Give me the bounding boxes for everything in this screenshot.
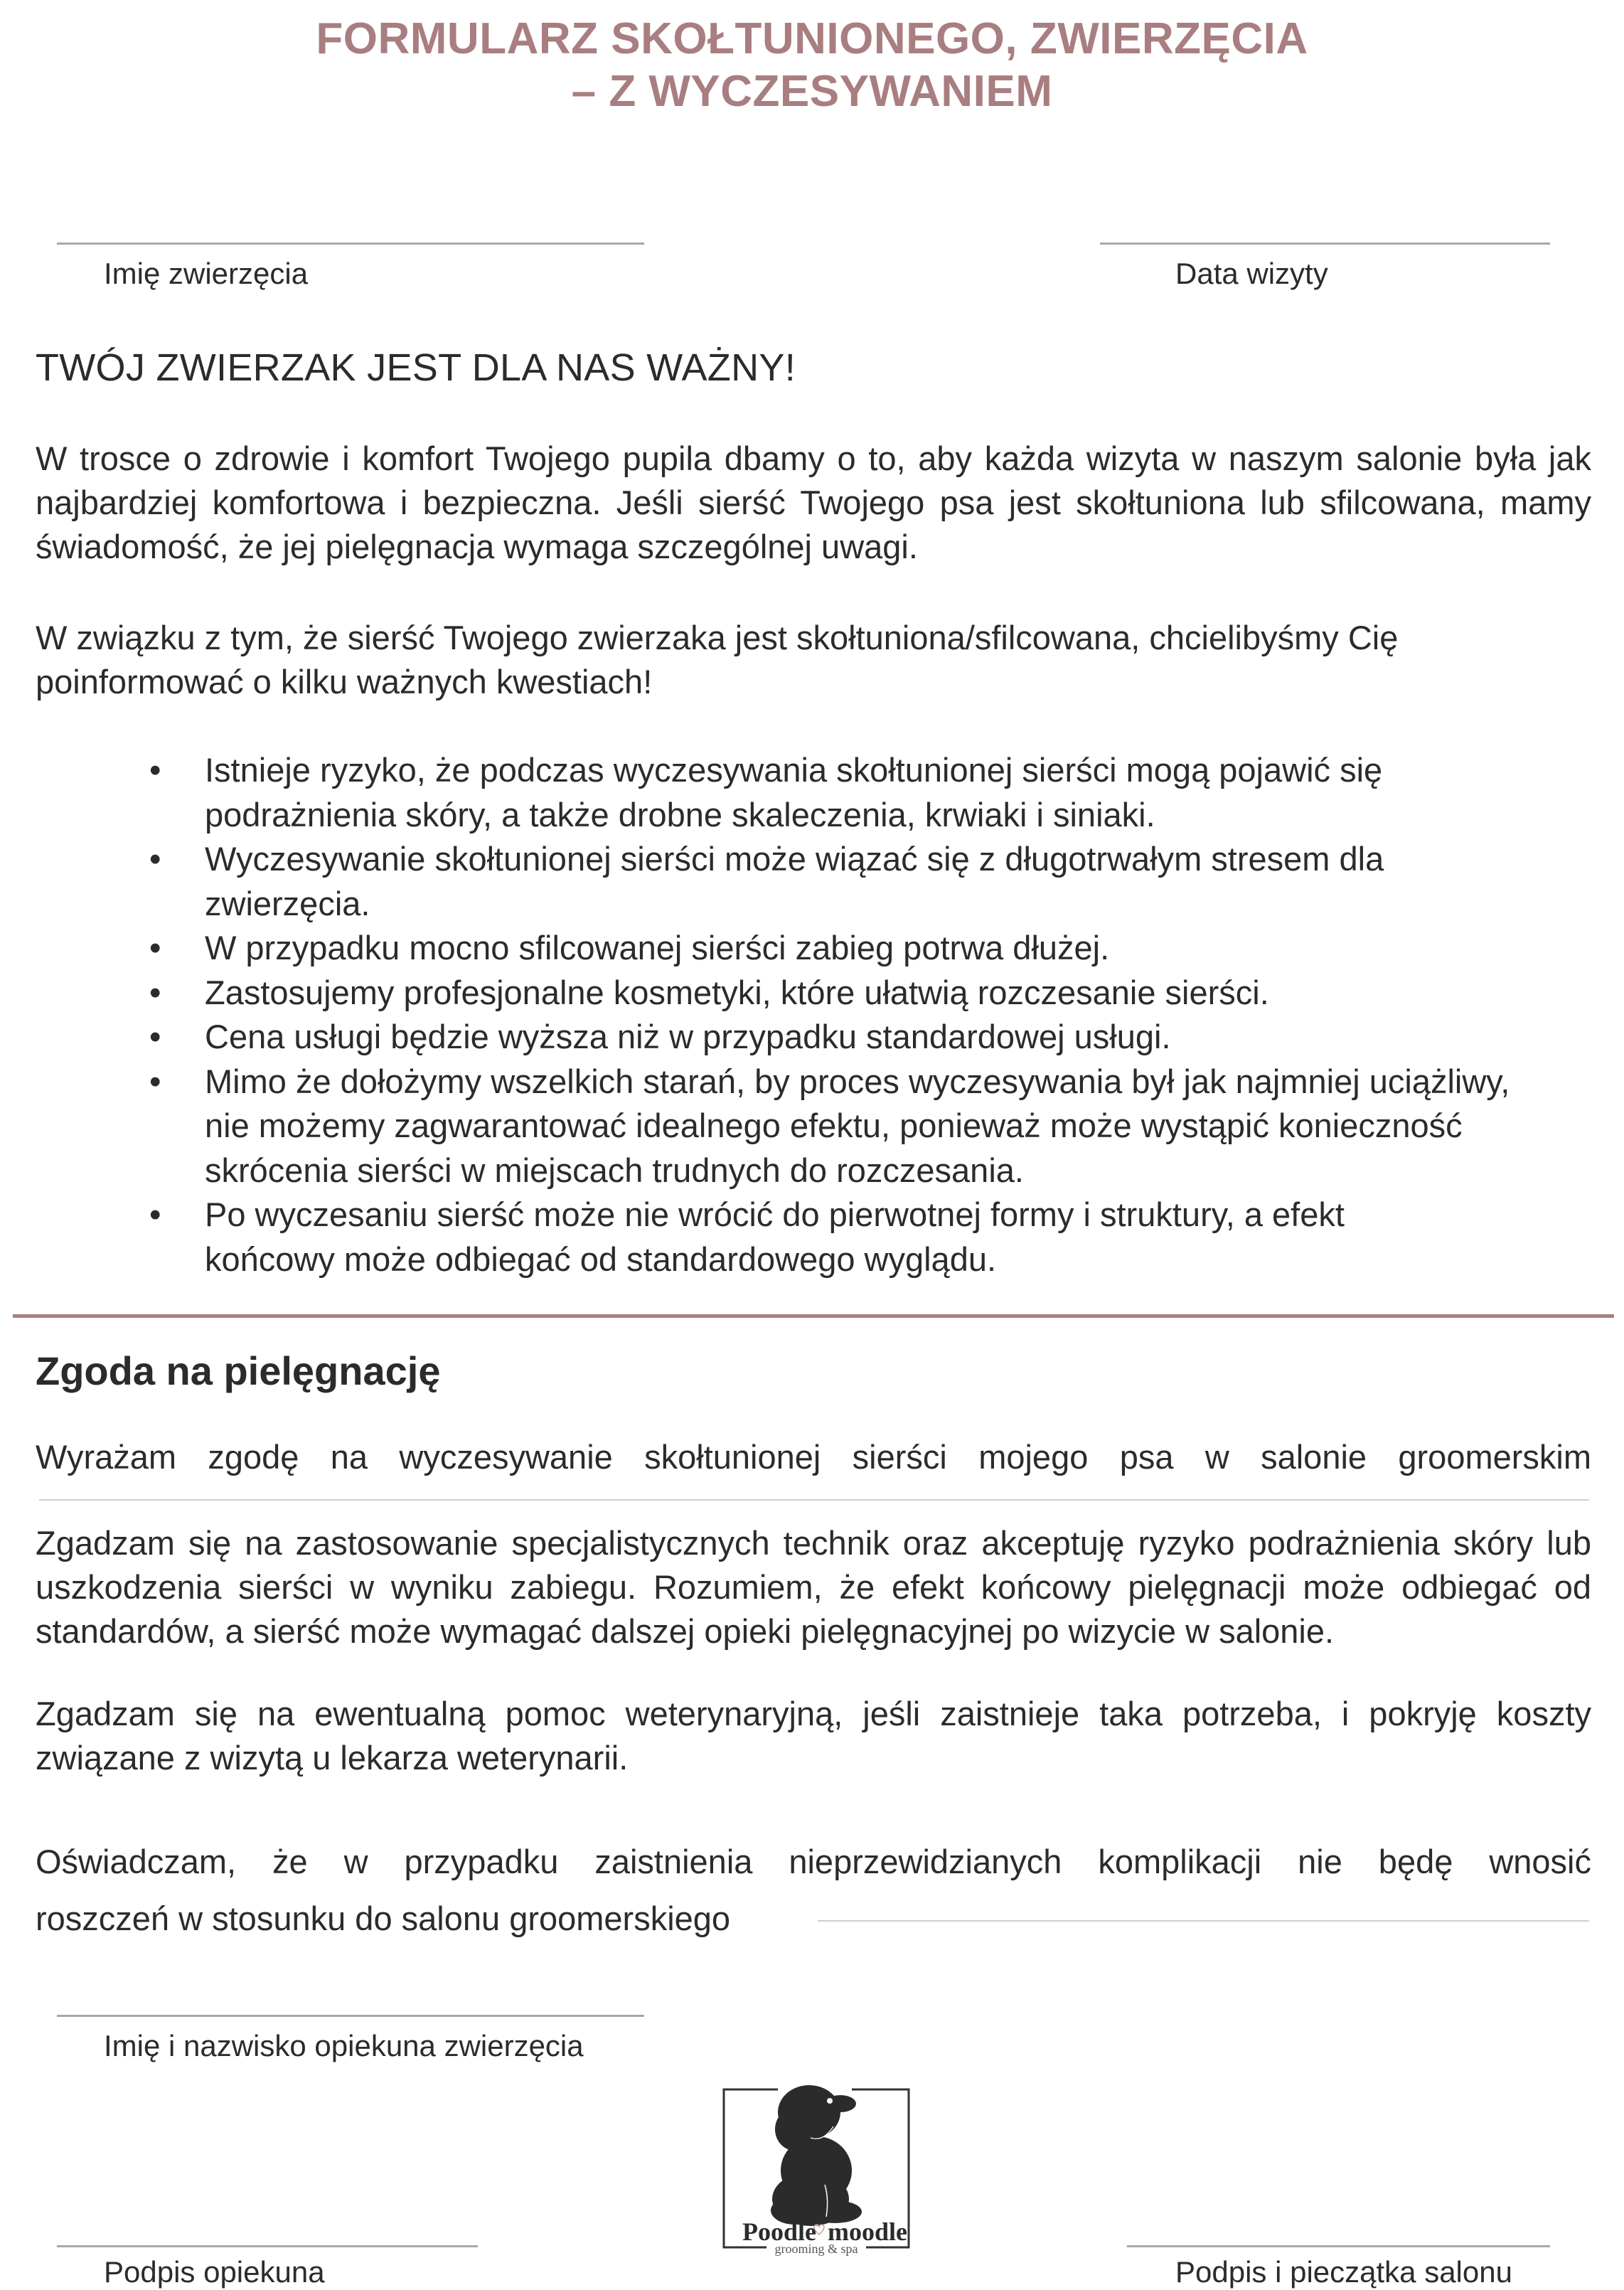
list-item (149, 748, 1564, 837)
list-item (149, 926, 1564, 971)
list-item-text: Cena usługi będzie wyższa niż w przypadku standardowej usługi. (205, 1018, 1171, 1055)
bullet-icon: • (149, 973, 161, 1011)
list-item-text: Istnieje ryzyko, że podczas wyczesywania skołtunionej sierści mogą pojawić się podrażnienia skóry, a także drobne skaleczenia, krwiaki i siniaki. (205, 751, 1383, 834)
consent-paragraph-1: Zgadzam się na zastosowanie specjalistycznych technik oraz akceptuję ryzyko podrażnienia skóry lub uszkodzenia sierści w wyniku zabiegu. Rozumiem, że efekt końcowy pielęgnacji może odbiegać od standardów, a sierść może wymagać dalszej opieki pielęgnacyjnej po wizycie w salonie. (36, 1524, 1591, 1650)
bullet-icon: • (149, 1062, 161, 1100)
intro-heading: TWÓJ ZWIERZAK JEST DLA NAS WAŻNY! (36, 346, 796, 389)
salon-signature-field-line[interactable] (1127, 2245, 1550, 2247)
consent-agree-line (36, 1435, 1591, 1479)
salon-signature-label: Podpis i pieczątka salonu (1175, 2255, 1512, 2289)
owner-name-field-line[interactable] (57, 2015, 644, 2017)
document-title (0, 13, 1624, 118)
declaration-fill-line[interactable] (818, 1920, 1589, 1922)
poodle-eye (827, 2098, 833, 2104)
intro-paragraph-2 (36, 616, 1591, 704)
intro-paragraph-1: W trosce o zdrowie i komfort Twojego pupila dbamy o to, aby każda wizyta w naszym salonie była jak najbardziej komfortowa i bezpieczna. Jeśli sierść Twojego psa jest skołtuniona lub sfilcowana, mamy świadomość, że jej pielęgnacja wymaga szczególnej uwagi. (36, 440, 1591, 565)
title-line-1: FORMULARZ SKOŁTUNIONEGO, ZWIERZĘCIA (316, 14, 1308, 63)
risk-list (149, 748, 1564, 1282)
intro-paragraph-2-line-1: W związku z tym, że sierść Twojego zwierzaka jest skołtuniona/sfilcowana, chcielibyśmy Cię (36, 619, 1399, 656)
declaration-line-1: Oświadczam, że w przypadku zaistnienia nieprzewidzianych komplikacji nie będę wnosić (36, 1843, 1591, 1880)
list-item-text: Mimo że dołożymy wszelkich starań, by proces wyczesywania był jak najmniej uciążliwy, nie możemy zagwarantować idealnego efektu, ponieważ może wystąpić konieczność skrócenia sierści w miejscach trudnych do rozczesania. (205, 1062, 1510, 1189)
bullet-icon: • (149, 1018, 161, 1055)
list-item-text: Wyczesywanie skołtunionej sierści może wiązać się z długotrwałym stresem dla zwierzęcia. (205, 840, 1384, 922)
consent-paragraph-2: Zgadzam się na ewentualną pomoc weterynaryjną, jeśli zaistnieje taka potrzeba, i pokryję koszty związane z wizytą u lekarza weterynarii. (36, 1695, 1591, 1777)
intro-paragraph-2-line-2: poinformować o kilku ważnych kwestiach! (36, 663, 653, 701)
list-item-text: Po wyczesaniu sierść może nie wrócić do pierwotnej formy i struktury, a efekt końcowy może odbiegać od standardowego wyglądu. (205, 1195, 1345, 1278)
consent-heading: Zgoda na pielęgnację (36, 1348, 441, 1393)
section-divider (13, 1314, 1614, 1318)
owner-signature-field-line[interactable] (57, 2245, 478, 2247)
visit-date-label: Data wizyty (1175, 257, 1328, 290)
list-item (149, 1060, 1564, 1193)
pet-name-label: Imię zwierzęcia (104, 257, 309, 290)
poodle-icon (771, 2085, 862, 2226)
logo-brand-right: moodle (828, 2217, 907, 2246)
list-item (149, 1193, 1564, 1282)
pet-name-field-line[interactable] (57, 243, 644, 245)
list-item-text: Zastosujemy profesjonalne kosmetyki, które ułatwią rozczesanie sierści. (205, 973, 1269, 1011)
list-item (149, 837, 1564, 926)
list-item (149, 971, 1564, 1016)
visit-date-field-line[interactable] (1100, 243, 1550, 245)
logo-tagline: grooming & spa (774, 2242, 858, 2256)
consent-agree-text: Wyrażam zgodę na wyczesywanie skołtunionej sierści mojego psa w salonie groomerskim (36, 1438, 1591, 1476)
title-line-2: – Z WYCZESYWANIEM (571, 67, 1053, 116)
list-item-text: W przypadku mocno sfilcowanej sierści zabieg potrwa dłużej. (205, 929, 1110, 966)
logo-brand-left: Poodle (742, 2217, 816, 2246)
salon-logo (718, 2085, 919, 2260)
bullet-icon: • (149, 840, 161, 878)
consent-declaration (36, 1833, 1591, 1947)
poodle-logo-graphic (718, 2085, 919, 2260)
consent-agree-fill-line[interactable] (39, 1499, 1589, 1501)
owner-name-label: Imię i nazwisko opiekuna zwierzęcia (104, 2029, 584, 2062)
list-item (149, 1015, 1564, 1060)
bullet-icon: • (149, 751, 161, 789)
owner-signature-label: Podpis opiekuna (104, 2255, 325, 2289)
declaration-line-2: roszczeń w stosunku do salonu groomerskiego (36, 1900, 731, 1937)
bullet-icon: • (149, 929, 161, 966)
bullet-icon: • (149, 1195, 161, 1233)
